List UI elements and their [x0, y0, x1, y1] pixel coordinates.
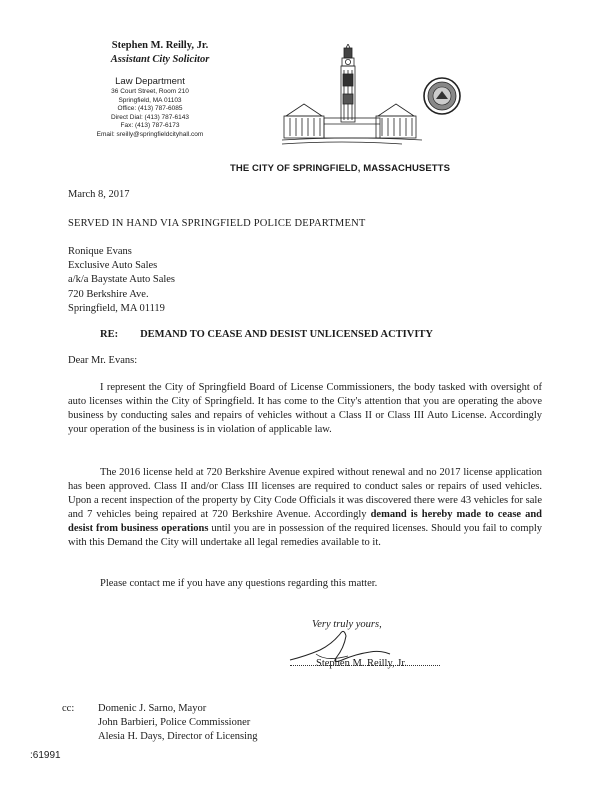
- letter-date: March 8, 2017: [68, 189, 130, 200]
- recipient-address: [68, 245, 175, 316]
- sender-name: Stephen M. Reilly, Jr.: [111, 40, 209, 51]
- cc-recipient: Domenic J. Sarno, Mayor: [98, 703, 207, 714]
- sender-address-line2: Springfield, MA 01103: [118, 96, 182, 104]
- cc-recipient-list: [98, 702, 258, 745]
- paragraph-2-demand: demand is hereby made to cease and desist from business operations: [68, 509, 543, 535]
- sender-fax: Fax: (413) 787-6173: [120, 122, 180, 130]
- cc-label: cc:: [62, 703, 75, 714]
- delivery-method: SERVED IN HAND VIA SPRINGFIELD POLICE DEPARTMENT: [68, 218, 366, 229]
- paragraph-1-text: I represent the City of Springfield Board of License Commissioners, the body tasked with oversight of auto licenses within the City of Springfield. It has come to the City's attention that you are operating the above business by conducting sales and repairs of vehicles without a Class II or Class III Auto License. Accordingly your operation of the business is in violation of applicable law.: [68, 382, 542, 436]
- subject-line: [100, 329, 433, 340]
- paragraph-2-start: The 2016 license held at 720 Berkshire Avenue expired without renewal and no 2017 license application has been approved. Class II and/or Class III licenses are required to conduct sales or repairs of used vehicles. Upon a recent inspection of the property by City Code Officials it was discovered there were 43 vehicles for sale and 7 vehicles being repaired at 720 Berkshire Avenue. Accordingly: [68, 467, 542, 521]
- cc-recipient: Alesia H. Days, Director of Licensing: [98, 731, 258, 743]
- sender-address-line1: 36 Court Street, Room 210: [111, 88, 189, 95]
- closing: Very truly yours,: [312, 619, 382, 630]
- document-number: :61991: [30, 750, 61, 761]
- recipient-business: Exclusive Auto Sales: [68, 260, 158, 272]
- paragraph-3-text: Please contact me if you have any questions regarding this matter.: [100, 578, 378, 589]
- recipient-aka: a/k/a Baystate Auto Sales: [68, 274, 176, 286]
- cc-recipient: John Barbieri, Police Commissioner: [98, 717, 251, 729]
- recipient-street: 720 Berkshire Ave.: [68, 288, 149, 300]
- re-label: RE:: [100, 329, 119, 340]
- sender-title: Assistant City Solicitor: [110, 54, 210, 65]
- re-subject: DEMAND TO CEASE AND DESIST UNLICENSED ACTIVITY: [140, 329, 434, 340]
- paragraph-2-end: until you are in possession of the required licenses. Should you fail to comply with this Demand the City will undertake all legal remedies available to it.: [68, 523, 542, 549]
- salutation: Dear Mr. Evans:: [68, 355, 138, 366]
- body-paragraph-3: [68, 577, 542, 591]
- sender-department: Law Department: [115, 76, 185, 87]
- body-paragraph-1: [68, 381, 542, 437]
- city-seal: [424, 78, 460, 114]
- city-hall-illustration: [282, 44, 462, 149]
- sender-office-phone: Office: (413) 787-6085: [117, 105, 183, 113]
- sender-contact-block: [70, 76, 230, 140]
- sender-email: Email: sreilly@springfieldcityhall.com: [96, 130, 204, 138]
- signature-name: Stephen M. Reilly, Jr.: [316, 658, 407, 669]
- recipient-city: Springfield, MA 01119: [68, 302, 165, 314]
- letterhead-city-name: THE CITY OF SPRINGFIELD, MASSACHUSETTS: [230, 163, 451, 174]
- recipient-name: Ronique Evans: [68, 246, 132, 257]
- body-paragraph-2: [68, 466, 542, 551]
- sender-direct-phone: Direct Dial: (413) 787-6143: [110, 113, 190, 121]
